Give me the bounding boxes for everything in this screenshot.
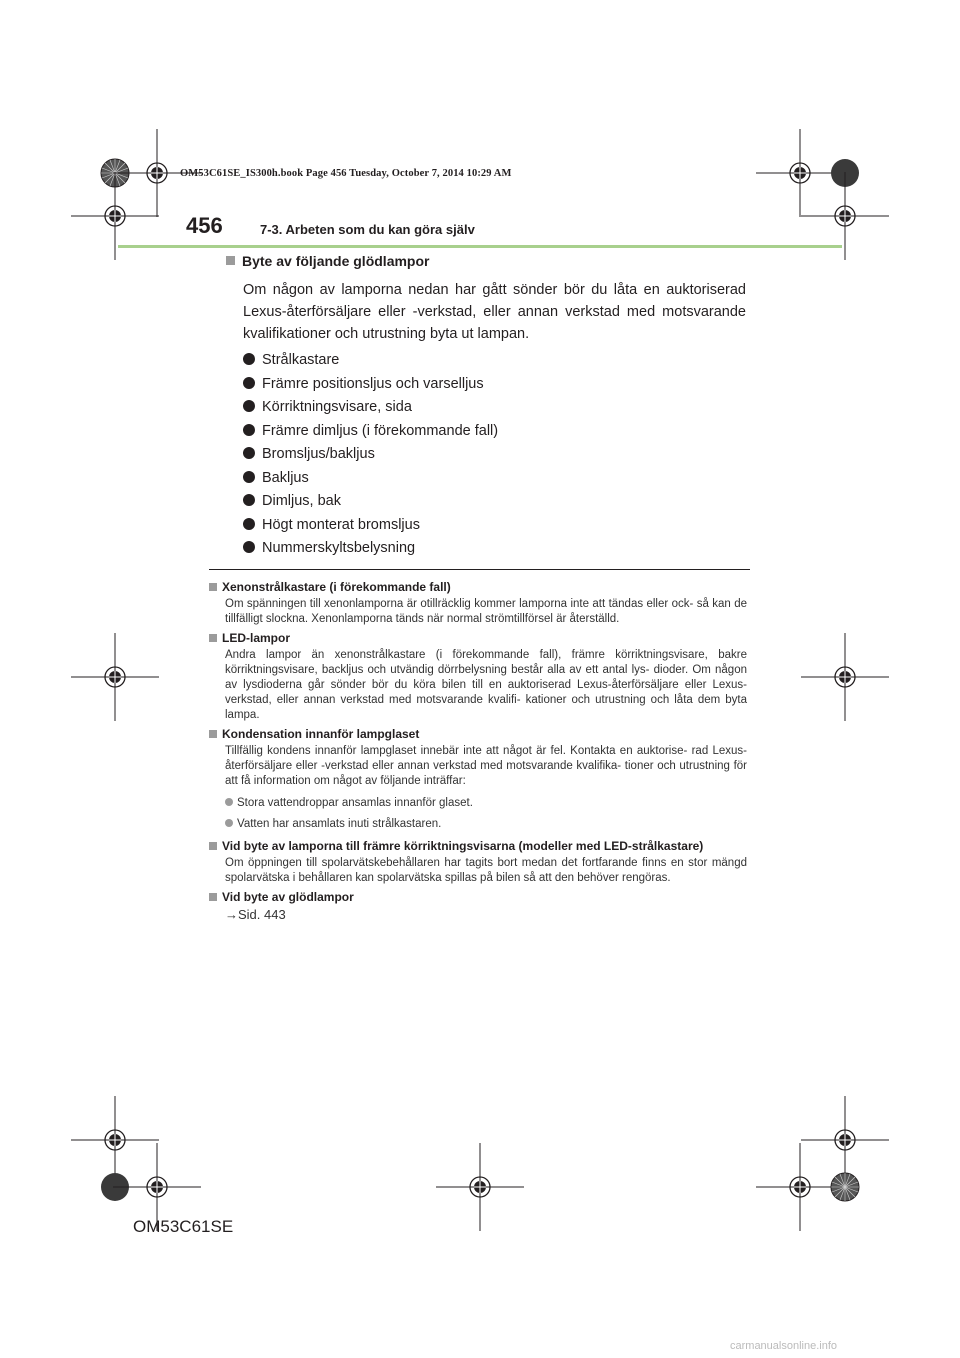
list-item: Vatten har ansamlats inuti strålkastaren. [225, 814, 747, 835]
list-item: Bromsljus/bakljus [243, 443, 746, 467]
watermark: carmanualsonline.info [730, 1340, 838, 1352]
list-item: Högt monterat bromsljus [243, 514, 746, 538]
main-section [226, 253, 746, 561]
manual-code: OM53C61SE [133, 1217, 234, 1236]
page-reference-link[interactable]: →Sid. 443 [225, 907, 286, 922]
header-rule [118, 245, 842, 248]
bullet-icon [225, 819, 233, 827]
square-marker-icon [209, 583, 217, 591]
list-item: Bakljus [243, 467, 746, 491]
bullet-icon [243, 353, 255, 365]
note-text: Om öppningen till spolarvätskebehållaren har tagits bort medan det fortfarande finns en stor mängd spolarvätska i behållaren kan spolarvätska spillas på bilen så att den behöver rengöras. [225, 857, 747, 884]
running-header: 7-3. Arbeten som du kan göra själv [260, 222, 475, 237]
bullet-icon [243, 494, 255, 506]
list-item: Dimljus, bak [243, 490, 746, 514]
note-condensation [209, 727, 747, 835]
note-text: Tillfällig kondens innanför lampglaset innebär inte att något är fel. Kontakta en auktorise- rad Lexus-återförsäljare eller -verkstad eller annan verkstad med motsvarande kvalifika- tioner och utrustning för att få information om något av följande inträffar: [225, 745, 747, 787]
list-item: Strålkastare [243, 349, 746, 373]
bullet-icon [225, 798, 233, 806]
note-turn-signal [209, 839, 747, 886]
square-marker-icon [209, 842, 217, 850]
notes-section [209, 580, 747, 926]
bullet-icon [243, 377, 255, 389]
bullet-icon [243, 400, 255, 412]
section-divider [209, 569, 750, 570]
section-intro: Om någon av lamporna nedan har gått sönder bör du låta en auktoriserad Lexus-återförsäljare eller -verkstad, eller annan verkstad med motsvarande kvalifikationer och utrustning byta ut lampan. [243, 282, 746, 342]
note-text: Andra lampor än xenonstrålkastare (i förekommande fall), främre körriktningsvisare, bakre körriktningsvisare, backljus och utvändig dörrbelysning består alla av ett antal lys- dioder. Om någon av lysdioderna går sönder bör du köra bilen till en auktoriserad Lexus-återförsäljare eller Lexus-verkstad, eller annan verkstad med motsvarande kvalifi- kationer och utrustning och låta dem byta lampa. [225, 649, 747, 721]
square-marker-icon [209, 730, 217, 738]
note-title: Vid byte av glödlampor [209, 890, 747, 904]
bullet-icon [243, 424, 255, 436]
note-title: LED-lampor [209, 631, 747, 645]
square-marker-icon [226, 256, 235, 265]
bulb-list [226, 349, 746, 561]
square-marker-icon [209, 893, 217, 901]
book-info-line: OM53C61SE_IS300h.book Page 456 Tuesday, October 7, 2014 10:29 AM [180, 168, 512, 179]
note-bulb-replacement [209, 890, 747, 922]
list-item: Nummerskyltsbelysning [243, 537, 746, 561]
bullet-icon [243, 541, 255, 553]
note-xenon [209, 580, 747, 627]
section-heading: Byte av följande glödlampor [226, 253, 746, 269]
bullet-icon [243, 518, 255, 530]
bullet-icon [243, 471, 255, 483]
bullet-icon [243, 447, 255, 459]
note-text: Om spänningen till xenonlamporna är otillräcklig kommer lamporna inte att tändas eller ock- så kan de tillfälligt slockna. Xenonlamporna tänds när normal strömtillförsel är återställd. [225, 598, 747, 625]
list-item: Främre dimljus (i förekommande fall) [243, 420, 746, 444]
note-led [209, 631, 747, 723]
note-title: Vid byte av lamporna till främre körriktningsvisarna (modeller med LED-strålkastare) [209, 839, 747, 853]
note-title: Kondensation innanför lampglaset [209, 727, 747, 741]
square-marker-icon [209, 634, 217, 642]
list-item: Körriktningsvisare, sida [243, 396, 746, 420]
list-item: Stora vattendroppar ansamlas innanför glaset. [225, 793, 747, 814]
note-bullets [225, 793, 747, 835]
note-title: Xenonstrålkastare (i förekommande fall) [209, 580, 747, 594]
list-item: Främre positionsljus och varselljus [243, 373, 746, 397]
page-number: 456 [186, 213, 223, 238]
